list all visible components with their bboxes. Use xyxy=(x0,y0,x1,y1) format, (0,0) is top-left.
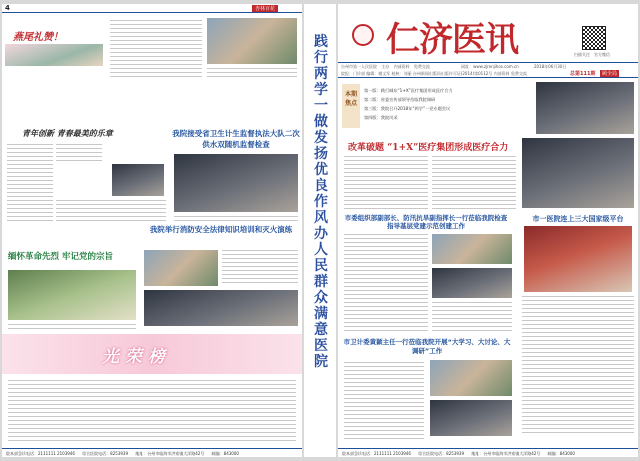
page-number: 4 xyxy=(5,4,10,12)
visit-photo-2 xyxy=(432,268,512,298)
nurses-photo xyxy=(5,44,103,66)
focus-item: 第一版：践行城东“1+X”医疗集团形成医疗合力 xyxy=(364,88,453,93)
meeting-photo-2 xyxy=(430,400,512,436)
article1-title: 改革破题 “1+X”医疗集团形成医疗合力 xyxy=(348,143,509,153)
platform-photo xyxy=(524,226,632,292)
focus-item: 第四版：我院风采 xyxy=(364,115,398,120)
info-line: 台州市第一人民医院 主办 内部资料 免费交流 网址：www.zjrenjihos.com.cn 2018年06月30日 xyxy=(341,64,567,69)
slogan-text-b xyxy=(56,144,102,164)
article4-text xyxy=(344,362,424,440)
hospital-logo xyxy=(352,24,374,46)
spine-slogan xyxy=(304,4,336,457)
article1-text-a xyxy=(344,156,428,212)
slogan-text-a xyxy=(7,144,53,224)
inspection-photo xyxy=(174,154,298,212)
banner-text xyxy=(110,20,202,80)
banner-title: 燕尾礼赞！ xyxy=(13,32,63,43)
right-footer: 院本部急诊电话：2111111 2103946 综合医院电话：8253939 地址：台州市临海市洪家镇大洋路42号 邮编：843000 xyxy=(338,448,638,457)
article3-text xyxy=(8,324,136,332)
fire-drill-photo-2 xyxy=(144,290,298,326)
qr-caption-2: 官方微信 xyxy=(594,52,610,57)
page-number-bar xyxy=(2,4,302,13)
info-rule xyxy=(338,77,638,78)
article2-text-b xyxy=(432,302,512,332)
slogan-text-c xyxy=(56,200,166,222)
left-page xyxy=(2,4,302,457)
spine-text: 践行两学一做 发扬优良作风 办人民群众满意医院 xyxy=(314,34,328,370)
focus-list xyxy=(364,86,534,122)
section-tag: 杏林百花 xyxy=(252,5,278,12)
article1-text xyxy=(174,216,298,224)
focus-item: 第三版：我院召开2018年“两学”一党专题会议 xyxy=(364,106,451,111)
article2-title: 市委组织部副部长、防汛抗旱副指挥长一行莅临我院检查指导基层党建示范创建工作 xyxy=(344,214,508,230)
right-page xyxy=(338,4,638,457)
article1-text-b xyxy=(432,156,516,212)
slogan: 青年创新 青春最美的乐章 xyxy=(22,128,113,138)
article2-text xyxy=(222,250,298,286)
honor-banner xyxy=(2,334,302,374)
fire-drill-photo-1 xyxy=(144,250,218,286)
article3-title: 市一医院连上三大国家级平台 xyxy=(532,215,624,223)
info-line-2: 院报：门诊部 编辑：谢文军 校核：刘丽 台州新闻出版局出版许可证(2014)第0112号 内部资料 免费交流 xyxy=(341,71,527,76)
banner-section xyxy=(5,16,105,76)
meeting-photo-1 xyxy=(430,360,512,396)
focus-item: 第二版：省委宣传部领导莅临我院调研 xyxy=(364,97,436,102)
group-photo xyxy=(522,138,634,208)
masthead-title: 仁济医讯 xyxy=(386,20,518,60)
qr-caption-1: 扫描关注 xyxy=(574,52,590,57)
memorial-photo xyxy=(8,270,136,320)
article2-text-a xyxy=(344,234,428,332)
article3-text xyxy=(522,296,634,436)
hospital-photo xyxy=(207,18,297,64)
article1-title: 我院接受省卫生计生监督执法大队二次供水双随机监督检查 xyxy=(172,129,300,149)
focus-photo xyxy=(536,82,634,134)
focus-label: 本期 焦点 xyxy=(342,84,360,128)
honor-text xyxy=(8,380,296,442)
visit-photo-1 xyxy=(432,234,512,264)
hospital-caption xyxy=(207,68,297,80)
masthead-rule xyxy=(338,62,638,63)
honor-banner-title: 光 荣 榜 xyxy=(102,347,165,367)
left-footer: 院本部急诊电话：2111111 2103946 综合医院电话：8253939 地址：台州市临海市洪家镇大洋路42号 邮编：843000 xyxy=(2,448,302,457)
issue-tag: 顾全局 xyxy=(602,71,618,77)
qr-code xyxy=(582,26,606,50)
issue-number: 总第111期 xyxy=(570,71,596,77)
article4-title: 市卫计委黄颖主任一行莅临我院开展“大学习、大讨论、大调研”工作 xyxy=(343,338,511,355)
article3-title: 缅怀革命先烈 牢记党的宗旨 xyxy=(8,252,113,262)
article2-title: 我院举行消防安全法律知识培训和灭火演练 xyxy=(149,225,293,234)
meeting-photo xyxy=(112,164,164,196)
